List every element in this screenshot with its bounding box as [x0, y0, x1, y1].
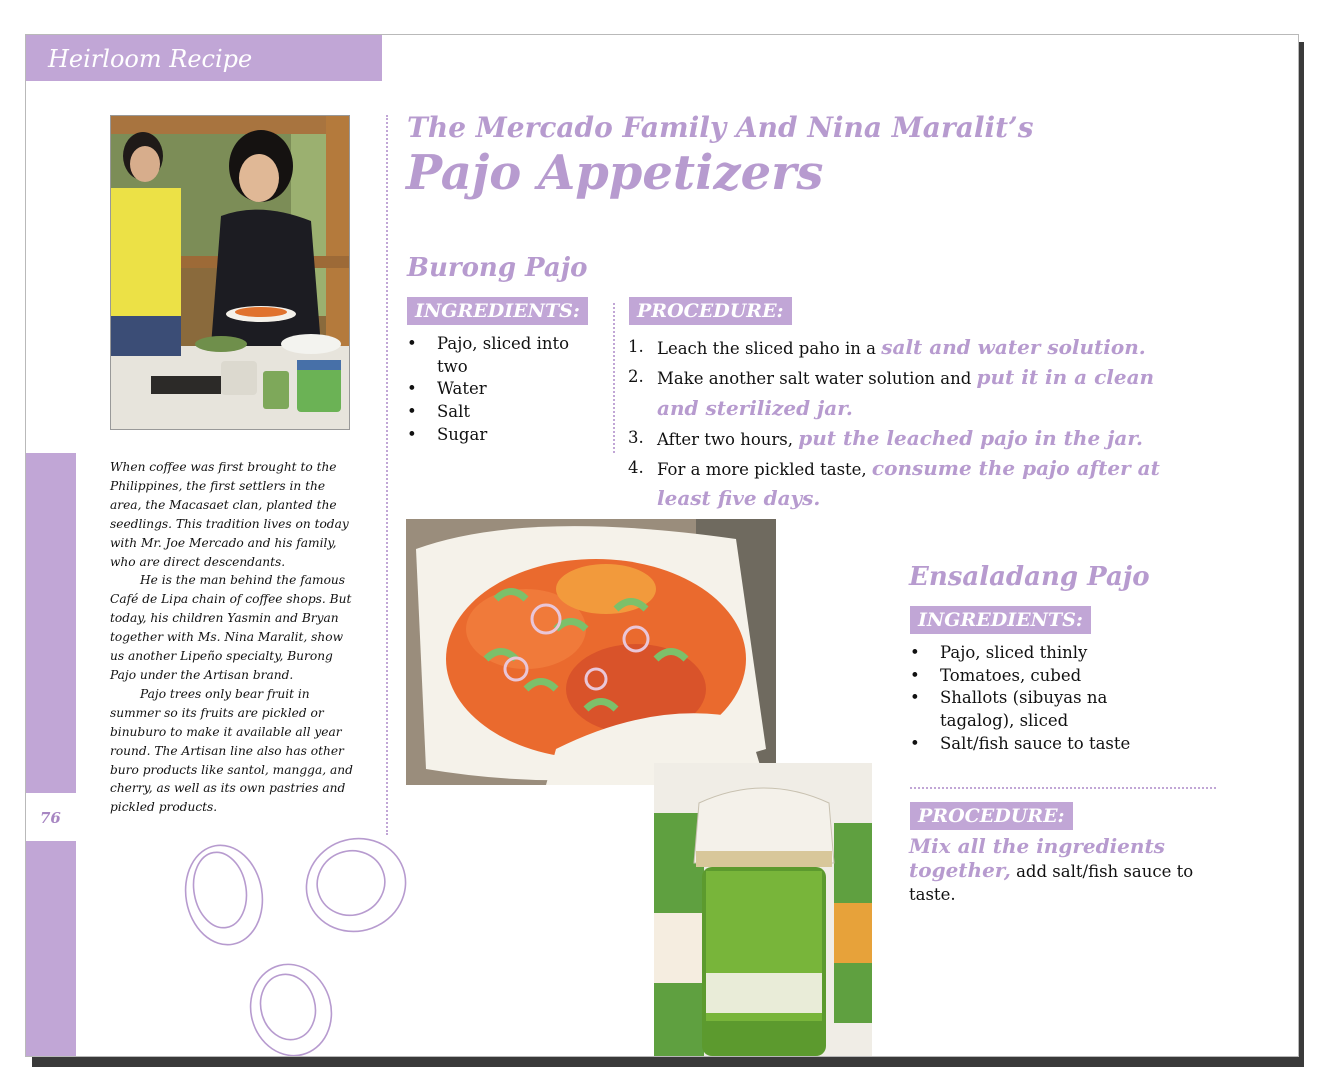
burong-procedure-list	[628, 333, 1198, 515]
recipe-subtitle: The Mercado Family And Nina Maralit’s	[407, 111, 1034, 144]
family-photo	[110, 115, 350, 430]
intro-paragraph: He is the man behind the famous Café de Lipa chain of coffee shops. But today, his children Yasmin and Bryan together with Ms. Nina Maralit, show us another Lipeño specialty, Burong Pajo under the Artisan brand.	[110, 573, 352, 682]
side-accent-bar-lower	[26, 841, 76, 1056]
recipe-title: Pajo Appetizers	[406, 145, 824, 201]
list-item: • Sugar	[407, 424, 577, 447]
step-text: Make another salt water solution and	[657, 369, 977, 389]
procedure-step	[628, 363, 1198, 424]
step-emphasis: consume the pajo after at least five days.	[657, 456, 1160, 511]
burong-ingredients-list	[407, 333, 577, 447]
page-number: 76	[40, 809, 61, 827]
procedure-text: add salt/fish sauce to taste.	[909, 862, 1194, 904]
ensaladang-procedure-text	[909, 835, 1209, 906]
dotted-divider	[386, 115, 388, 835]
ensaladang-procedure-label: PROCEDURE:	[910, 802, 1073, 830]
procedure-step	[628, 333, 1198, 363]
list-item: • Salt/fish sauce to taste	[910, 733, 1140, 756]
step-text: Leach the sliced paho in a	[657, 339, 882, 358]
jar-photo	[654, 763, 872, 1056]
dotted-divider	[613, 303, 615, 453]
burong-pajo-heading: Burong Pajo	[407, 253, 588, 283]
side-accent-bar	[26, 453, 76, 793]
step-number: 2.	[628, 367, 644, 387]
step-number: 4.	[628, 458, 644, 478]
list-item: • Pajo, sliced thinly	[910, 642, 1140, 665]
pajo-fruit-sketch	[176, 835, 456, 1056]
list-item: • Pajo, sliced into two	[407, 333, 577, 378]
step-emphasis: salt and water solution.	[881, 335, 1146, 359]
procedure-emphasis: Mix all the ingredients together,	[909, 834, 1165, 882]
ensaladang-ingredients-list	[910, 642, 1140, 756]
section-header-band	[26, 35, 382, 81]
step-text: After two hours,	[657, 429, 799, 449]
step-number: 1.	[628, 337, 644, 356]
list-item: • Tomatoes, cubed	[910, 665, 1140, 688]
intro-paragraph: When coffee was first brought to the Philippines, the first settlers in the area, the Macasaet clan, planted the seedlings. This tradition lives on today with Mr. Joe Mercado and his family, who are direct descendants.	[110, 460, 349, 569]
procedure-step	[628, 454, 1198, 515]
ensaladang-pajo-heading: Ensaladang Pajo	[909, 562, 1150, 592]
magazine-page	[25, 34, 1299, 1057]
ensaladang-ingredients-label: INGREDIENTS:	[910, 606, 1091, 634]
list-item: • Shallots (sibuyas na tagalog), sliced	[910, 687, 1140, 732]
list-item: • Salt	[407, 401, 577, 424]
procedure-step	[628, 424, 1198, 454]
step-emphasis: put the leached pajo in the jar.	[798, 425, 1144, 450]
list-item: • Water	[407, 378, 577, 401]
dotted-divider	[910, 787, 1216, 789]
salad-photo	[406, 519, 776, 785]
step-number: 3.	[628, 427, 644, 447]
intro-paragraph: Pajo trees only bear fruit in summer so its fruits are pickled or binuburo to make it available all year round. The Artisan line also has other buro products like santol, mangga, and cherry, as well as its own pastries and pickled products.	[110, 686, 353, 815]
section-header-title: Heirloom Recipe	[48, 45, 253, 73]
step-text: For a more pickled taste,	[657, 460, 872, 480]
step-emphasis: put it in a clean and sterilized jar.	[657, 365, 1155, 420]
burong-procedure-label: PROCEDURE:	[629, 297, 792, 325]
intro-text	[110, 458, 360, 817]
burong-ingredients-label: INGREDIENTS:	[407, 297, 588, 325]
